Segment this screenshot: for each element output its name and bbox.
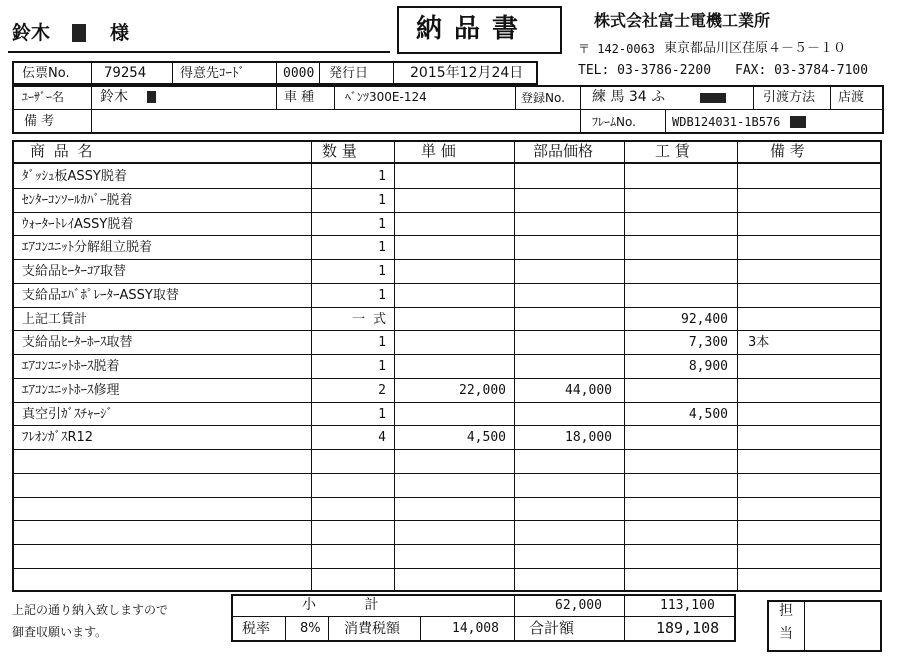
remarks-label: 備 考 <box>24 114 55 129</box>
cell-labor: 7,300 <box>688 335 728 351</box>
cell-item-name: ｴｱｺﾝﾕﾆｯﾄﾎｰｽ修理 <box>22 382 120 398</box>
col-header-remarks: 備 考 <box>770 142 805 160</box>
cell-item-name: ﾌﾚｵﾝｶﾞｽR12 <box>22 430 94 446</box>
cell-labor: 4,500 <box>688 406 728 422</box>
total-amount: 189,108 <box>656 619 720 637</box>
total-label: 合計額 <box>529 619 575 637</box>
cell-item-name: ｴｱｺﾝﾕﾆｯﾄﾎｰｽ脱着 <box>22 359 120 374</box>
cell-item-name: ﾀﾞｯｼｭ板ASSY脱着 <box>22 169 127 184</box>
cell-unit-price: 22,000 <box>459 382 506 398</box>
cell-labor: 92,400 <box>681 311 728 327</box>
stamp-label-2: 当 <box>779 626 793 642</box>
redaction-mark <box>72 24 86 42</box>
cell-item-name: ｾﾝﾀｰｺﾝｿｰﾙｶﾊﾞｰ脱着 <box>22 192 133 208</box>
consumption-tax-label: 消費税額 <box>344 621 400 637</box>
consumption-tax-amount: 14,008 <box>452 621 499 636</box>
document-title: 納品書 <box>416 14 531 44</box>
frame-no: WDB124031-1B576 <box>672 115 781 129</box>
subtotal-parts: 62,000 <box>555 598 602 613</box>
vehicle-type-label: 車 種 <box>284 90 315 105</box>
delivery-note-line1: 上記の通り納入致しますので <box>12 603 169 617</box>
cell-item-name: ｳｫｰﾀｰﾄﾚｲASSY脱着 <box>22 216 134 232</box>
cell-quantity: 一 式 <box>352 311 386 327</box>
col-header-unit-price: 単 価 <box>421 142 456 160</box>
cell-quantity: 1 <box>378 287 386 303</box>
row-divider <box>13 212 881 213</box>
row-divider <box>13 497 881 498</box>
company-name: 株式会社富士電機工業所 <box>594 11 771 30</box>
subtotal-labor: 113,100 <box>660 598 715 613</box>
issue-date-label: 発行日 <box>329 66 369 81</box>
row-divider <box>13 378 881 379</box>
tax-rate: 8% <box>300 621 321 636</box>
registration-no-label: 登録No. <box>521 91 565 105</box>
postal-code: 〒 142-0063 <box>578 42 656 56</box>
cell-quantity: 1 <box>378 169 386 184</box>
vehicle-type: ﾍﾞﾝﾂ300E-124 <box>345 90 427 104</box>
cell-parts-price: 44,000 <box>565 382 612 398</box>
cell-item-name: 支給品ﾋｰﾀｰｺｱ取替 <box>22 264 127 279</box>
delivery-method: 店渡 <box>838 90 865 105</box>
row-divider <box>13 402 881 403</box>
cell-labor: 8,900 <box>688 359 728 374</box>
row-divider <box>13 235 881 236</box>
cell-quantity: 1 <box>378 335 386 351</box>
row-divider <box>13 544 881 545</box>
user-name: 鈴木 <box>100 89 128 105</box>
row-divider <box>13 473 881 474</box>
cell-quantity: 1 <box>378 240 386 256</box>
stamp-label-1: 担 <box>779 603 793 619</box>
col-header-parts-price: 部品価格 <box>533 142 594 160</box>
company-address: 東京都品川区荏原４－５－１０ <box>664 41 847 56</box>
row-divider <box>13 520 881 521</box>
cell-item-name: 真空引ｶﾞｽﾁｬｰｼﾞ <box>22 406 114 422</box>
col-header-labor: 工 賃 <box>655 142 690 160</box>
customer-code-label: 得意先ｺｰﾄﾞ <box>180 66 246 81</box>
redaction-mark <box>147 91 156 103</box>
row-divider <box>13 307 881 308</box>
cell-item-name: 支給品ﾋｰﾀｰﾎｰｽ取替 <box>22 335 133 351</box>
cell-remarks: 3本 <box>748 335 770 351</box>
row-divider <box>13 425 881 426</box>
delivery-note-line2: 御査収願います。 <box>12 625 108 639</box>
col-header-qty: 数 量 <box>322 142 357 160</box>
customer-honorific: 様 <box>110 22 130 44</box>
customer-code: 0000 <box>283 66 315 81</box>
cell-quantity: 1 <box>378 192 386 208</box>
redaction-mark <box>790 116 806 128</box>
registration-no: 練 馬 34 ふ <box>592 89 666 105</box>
redaction-mark <box>700 93 726 103</box>
row-divider <box>13 188 881 189</box>
row-divider <box>13 259 881 260</box>
cell-quantity: 1 <box>378 359 386 374</box>
cell-quantity: 2 <box>378 382 386 398</box>
row-divider <box>13 354 881 355</box>
frame-no-label: ﾌﾚｰﾑNo. <box>592 115 636 129</box>
slip-no-label: 伝票No. <box>22 66 70 81</box>
cell-item-name: ｴｱｺﾝﾕﾆｯﾄ分解組立脱着 <box>22 240 153 256</box>
cell-quantity: 1 <box>378 406 386 422</box>
cell-quantity: 4 <box>378 430 386 446</box>
tax-rate-label: 税率 <box>242 621 270 637</box>
cell-item-name: 上記工賃計 <box>22 311 88 327</box>
col-header-item: 商 品 名 <box>30 142 95 160</box>
company-fax: FAX: 03-3784-7100 <box>735 63 869 78</box>
cell-item-name: 支給品ｴﾊﾞﾎﾟﾚｰﾀｰASSY取替 <box>22 287 179 303</box>
customer-name: 鈴木 <box>12 22 51 44</box>
cell-quantity: 1 <box>378 264 386 279</box>
slip-no: 79254 <box>104 65 147 81</box>
row-divider <box>13 283 881 284</box>
cell-quantity: 1 <box>378 216 386 232</box>
row-divider <box>13 568 881 569</box>
delivery-method-label: 引渡方法 <box>763 90 816 105</box>
company-tel: TEL: 03-3786-2200 <box>578 63 712 78</box>
subtotal-label: 小 計 <box>302 597 401 613</box>
cell-parts-price: 18,000 <box>565 430 612 446</box>
user-name-label: ﾕｰｻﾞｰ名 <box>22 90 65 104</box>
row-divider <box>13 330 881 331</box>
cell-unit-price: 4,500 <box>466 430 506 446</box>
issue-date: 2015年12月24日 <box>410 65 524 81</box>
row-divider <box>13 449 881 450</box>
